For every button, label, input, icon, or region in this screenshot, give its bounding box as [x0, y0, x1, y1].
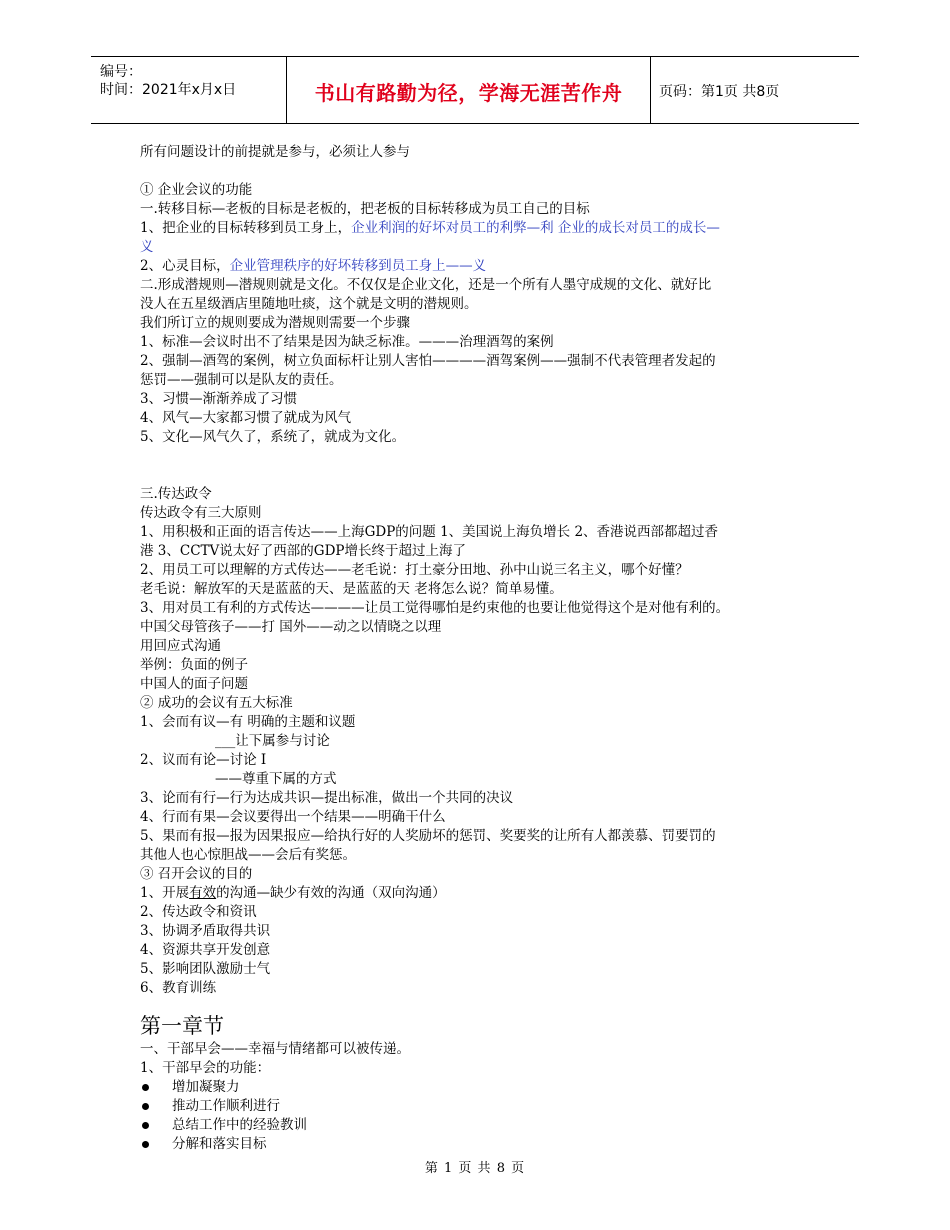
header-motto-cell: [286, 57, 651, 123]
paragraph: 4、行而有果—会议要得出一个结果——明确干什么: [140, 809, 446, 825]
document-header: [91, 56, 859, 124]
paragraph: 没人在五星级酒店里随地吐痰，这个就是文明的潜规则。: [140, 296, 478, 312]
underlined-text: 有效: [189, 885, 217, 901]
bullet-item: 总结工作中的经验教训: [140, 1116, 820, 1135]
paragraph: 一、干部早会——幸福与情绪都可以被传递。: [140, 1041, 410, 1057]
paragraph: 其他人也心惊胆战——会后有奖惩。: [140, 847, 356, 863]
paragraph: ——尊重下属的方式: [215, 771, 337, 787]
section-heading: 三.传达政令: [140, 486, 212, 502]
bullet-item: 分解和落实目标: [140, 1135, 820, 1154]
highlighted-text: 企业利润的好坏对员工的利弊—利 企业的成长对员工的成长—: [351, 220, 720, 236]
paragraph: 6、教育训练: [140, 980, 217, 996]
paragraph: 4、资源共享开发创意: [140, 942, 271, 958]
paragraph: 所有问题设计的前提就是参与，必须让人参与: [140, 144, 410, 160]
paragraph: 中国父母管孩子——打 国外——动之以情晓之以理: [140, 619, 442, 635]
paragraph: 5、影响团队激励士气: [140, 961, 271, 977]
paragraph: 2、强制—酒驾的案例，树立负面标杆让别人害怕————酒驾案例——强制不代表管理者发起的: [140, 353, 716, 369]
paragraph: 3、协调矛盾取得共识: [140, 923, 271, 939]
paragraph: 3、习惯—渐渐养成了习惯: [140, 391, 298, 407]
document-number-label: 编号：: [100, 64, 142, 80]
paragraph: 2、传达政令和资讯: [140, 904, 257, 920]
paragraph: 4、风气—大家都习惯了就成为风气: [140, 410, 352, 426]
highlighted-text: 企业管理秩序的好坏转移到员工身上——义: [229, 258, 487, 274]
header-info-cell: [91, 57, 286, 123]
section-heading: ① 企业会议的功能: [140, 182, 253, 198]
paragraph: 1、用积极和正面的语言传达——上海GDP的问题 1、美国说上海负增长 2、香港说西部都超过香: [140, 524, 719, 540]
header-page-number: 页码：第1页 共8页: [659, 84, 780, 100]
paragraph: 1、干部早会的功能：: [140, 1060, 271, 1076]
paragraph: 5、文化—风气久了，系统了，就成为文化。: [140, 429, 406, 445]
paragraph: 1、会而有议—有 明确的主题和议题: [140, 714, 356, 730]
page-footer: 第 1 页 共 8 页: [424, 1161, 526, 1176]
document-time-label: 时间：2021年x月x日: [100, 82, 237, 98]
paragraph: 举例：负面的例子: [140, 657, 248, 673]
paragraph: 3、用对员工有利的方式传达————让员工觉得哪怕是约束他的也要让他觉得这个是对他有利的。: [140, 600, 730, 616]
paragraph: 用回应式沟通: [140, 638, 221, 654]
bullet-item: 推动工作顺利进行: [140, 1097, 820, 1116]
paragraph: 1、标准—会议时出不了结果是因为缺乏标准。———治理酒驾的案例: [140, 334, 554, 350]
paragraph: 2、用员工可以理解的方式传达——老毛说：打土豪分田地、孙中山说三名主义，哪个好懂？: [140, 562, 689, 578]
paragraph: 传达政令有三大原则: [140, 505, 262, 521]
paragraph: 老毛说：解放军的天是蓝蓝的天、是蓝蓝的天 老将怎么说？简单易懂。: [140, 581, 563, 597]
paragraph: 二.形成潜规则—潜规则就是文化。不仅仅是企业文化，还是一个所有人墨守成规的文化、就好比: [140, 277, 712, 293]
paragraph: 港 3、CCTV说太好了西部的GDP增长终于超过上海了: [140, 543, 466, 559]
paragraph: 1、把企业的目标转移到员工身上，企业利润的好坏对员工的利弊—利 企业的成长对员工的成长—: [140, 220, 720, 236]
header-motto: 书山有路勤为径，学海无涯苦作舟: [314, 81, 623, 105]
bullet-item: 增加凝聚力: [140, 1078, 820, 1097]
document-body: [140, 143, 820, 1154]
paragraph: ___让下属参与讨论: [215, 733, 330, 749]
paragraph: 中国人的面子问题: [140, 676, 248, 692]
section-heading: ③ 召开会议的目的: [140, 866, 253, 882]
paragraph: 5、果而有报—报为因果报应—给执行好的人奖励坏的惩罚、奖要奖的让所有人都羡慕、罚要罚的: [140, 828, 716, 844]
paragraph: 惩罚——强制可以是队友的责任。: [140, 372, 343, 388]
paragraph: 1、开展有效的沟通—缺少有效的沟通（双向沟通）: [140, 885, 446, 901]
header-page-cell: [650, 57, 859, 123]
paragraph: 3、论而有行—行为达成共识—提出标准，做出一个共同的决议: [140, 790, 514, 806]
paragraph: 2、议而有论—讨论 I: [140, 752, 267, 768]
chapter-heading: 第一章节: [140, 1014, 224, 1038]
paragraph: 一.转移目标—老板的目标是老板的，把老板的目标转移成为员工自己的目标: [140, 201, 590, 217]
paragraph: 2、心灵目标，企业管理秩序的好坏转移到员工身上——义: [140, 258, 487, 274]
paragraph: 我们所订立的规则要成为潜规则需要一个步骤: [140, 315, 410, 331]
highlighted-text: 义: [140, 239, 154, 255]
section-heading: ② 成功的会议有五大标准: [140, 695, 293, 711]
